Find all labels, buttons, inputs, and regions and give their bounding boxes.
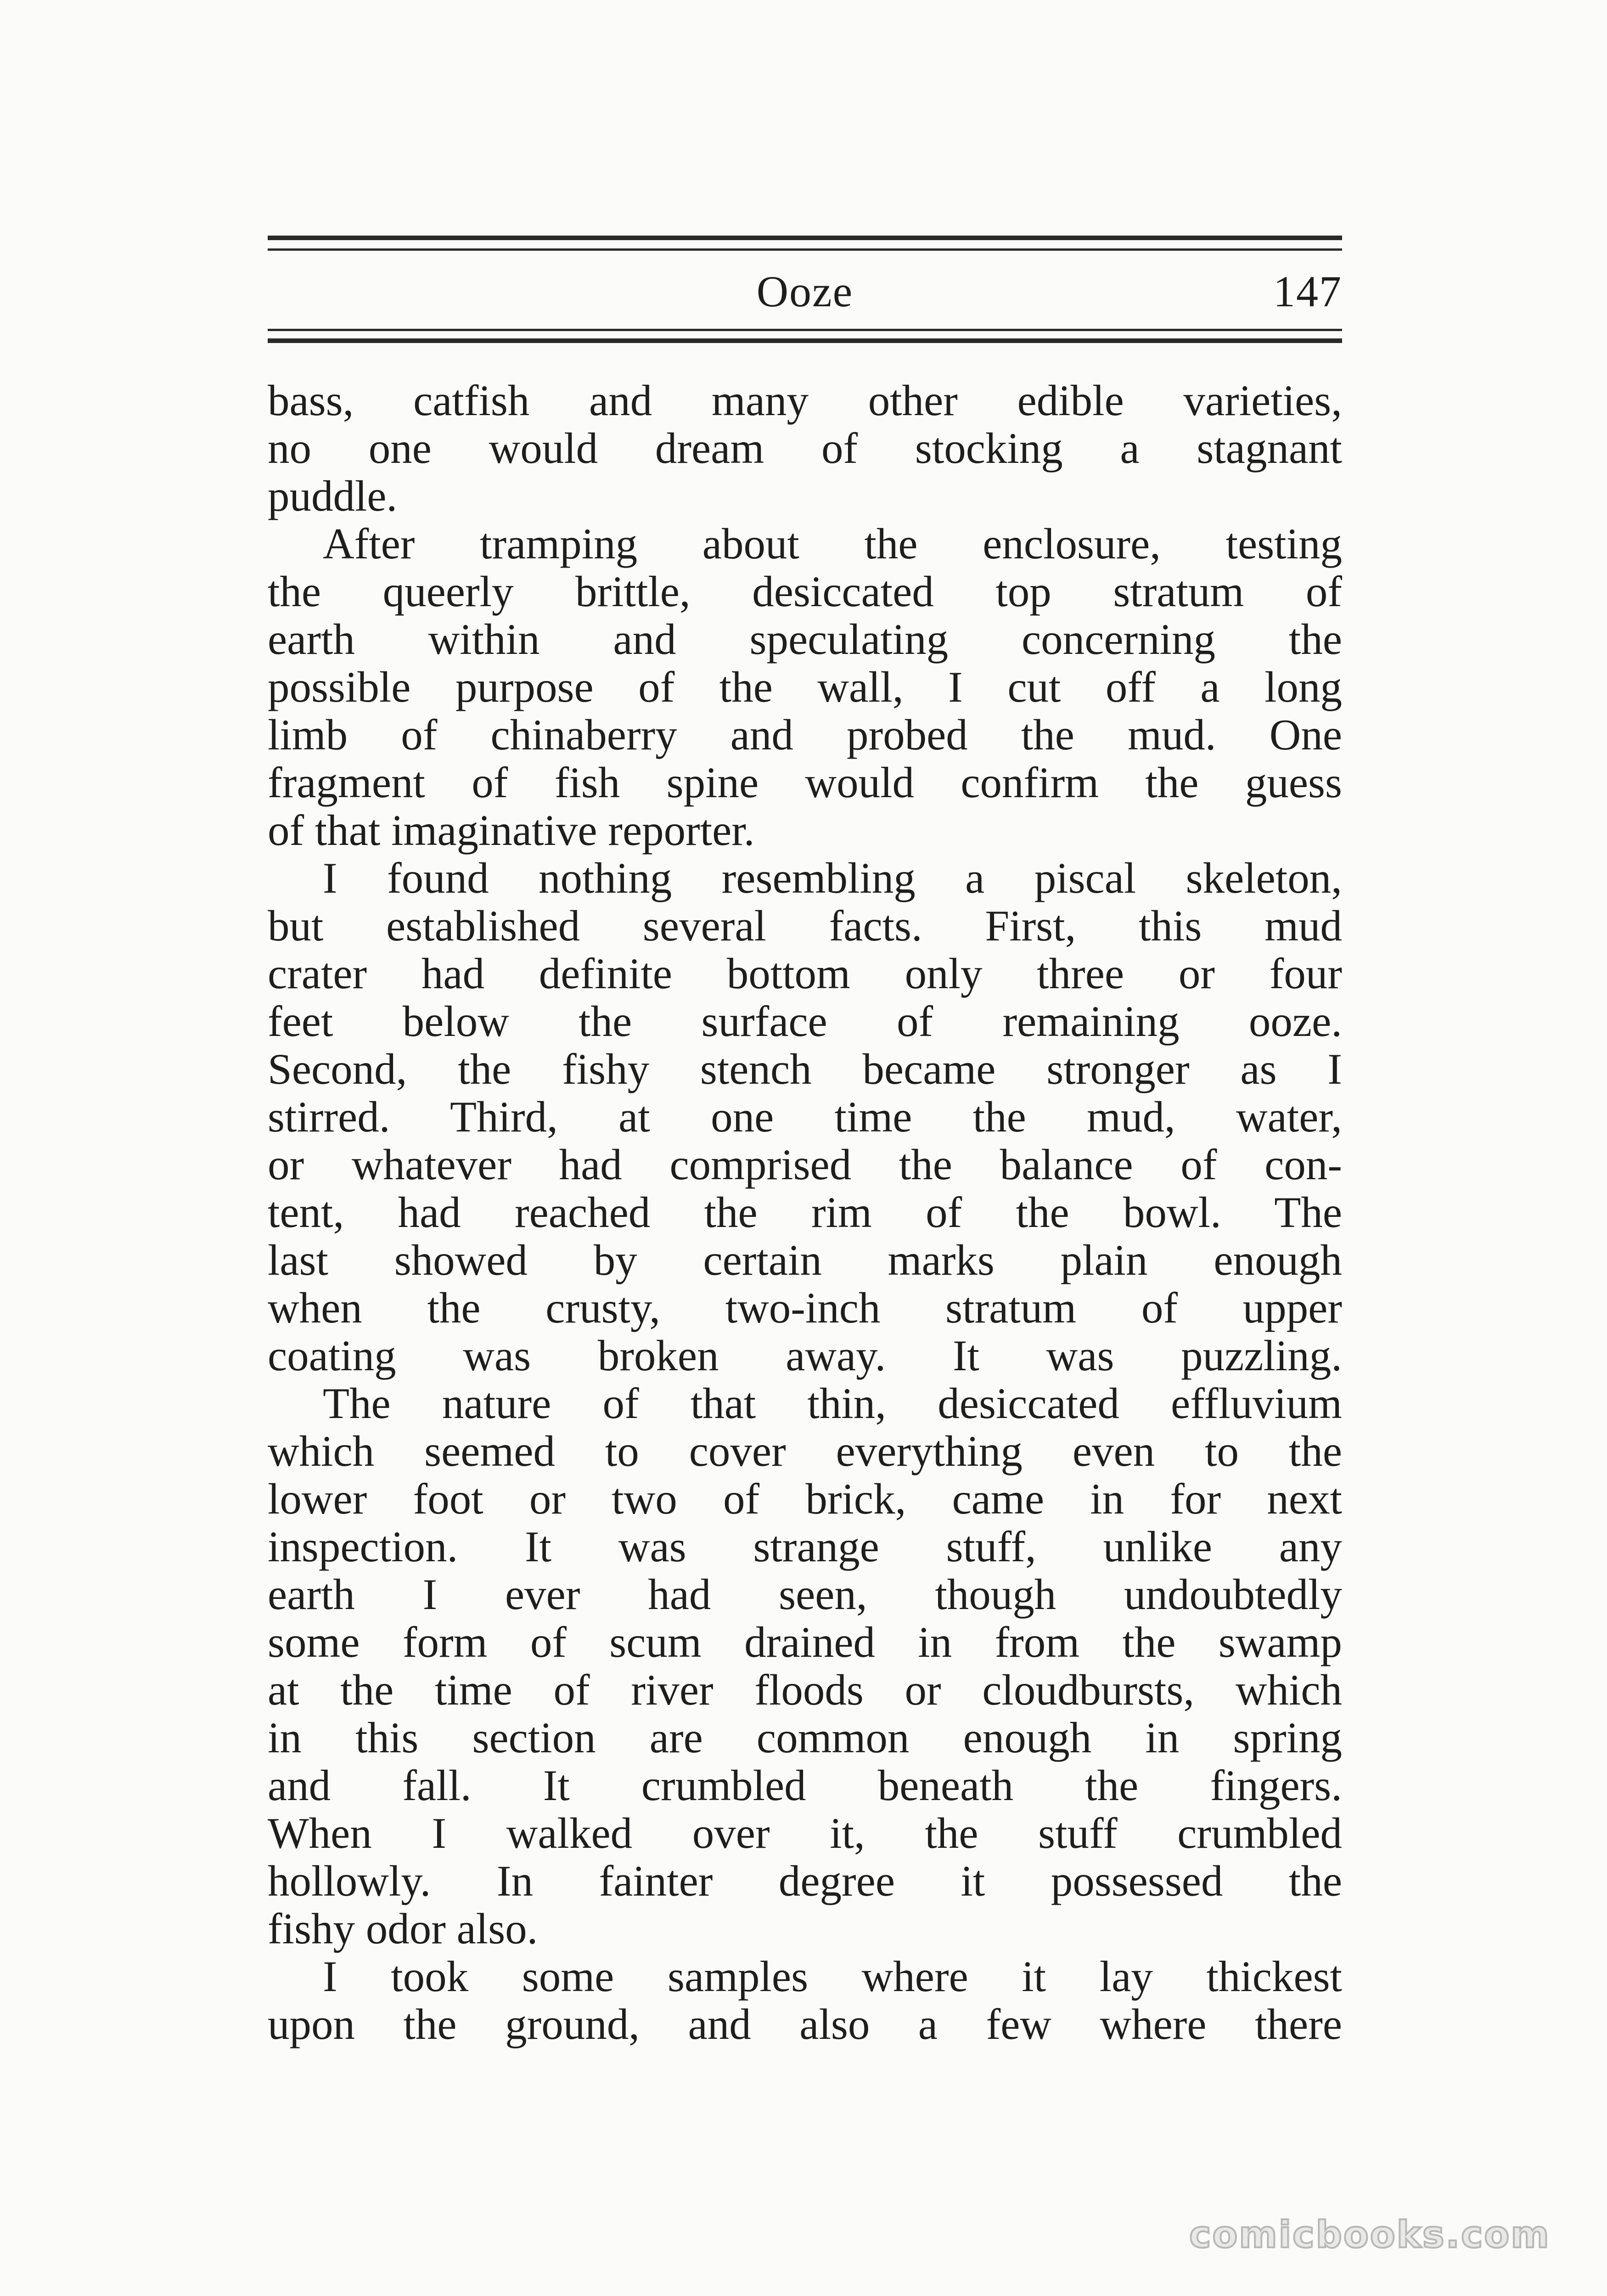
- text-line: bass, catfish and many other edible varieties,: [268, 376, 1342, 425]
- text-line: fragment of fish spine would confirm the guess: [268, 758, 1342, 807]
- text-line: in this section are common enough in spring: [268, 1713, 1342, 1762]
- header-rule-top-thick: [268, 236, 1342, 240]
- text-line: puddle.: [268, 472, 398, 520]
- text-line: crater had definite bottom only three or four: [268, 949, 1342, 998]
- text-line: I found nothing resembling a piscal skeleton,: [323, 854, 1342, 902]
- header-rule-bottom-thin: [268, 329, 1342, 331]
- text-line: The nature of that thin, desiccated effluvium: [323, 1379, 1342, 1428]
- text-line: no one would dream of stocking a stagnant: [268, 424, 1342, 473]
- header-rule-bottom-thick: [268, 338, 1342, 343]
- body-text: [268, 377, 1342, 2048]
- watermark: comicbooks.com: [1189, 2213, 1551, 2256]
- text-line: After tramping about the enclosure, testing: [323, 519, 1342, 568]
- running-title: Ooze: [756, 267, 854, 316]
- text-line: stirred. Third, at one time the mud, water,: [268, 1092, 1342, 1141]
- text-line: at the time of river floods or cloudbursts, which: [268, 1666, 1342, 1714]
- text-line: which seemed to cover everything even to the: [268, 1427, 1342, 1475]
- text-line: I took some samples where it lay thickest: [323, 1952, 1342, 2001]
- text-line: Second, the fishy stench became stronger as I: [268, 1045, 1342, 1093]
- text-line: of that imaginative reporter.: [268, 806, 755, 855]
- text-line: some form of scum drained in from the swamp: [268, 1618, 1342, 1666]
- text-line: earth I ever had seen, though undoubtedly: [268, 1570, 1342, 1619]
- text-line: fishy odor also.: [268, 1904, 538, 1953]
- text-line: tent, had reached the rim of the bowl. The: [268, 1188, 1342, 1237]
- text-line: hollowly. In fainter degree it possessed the: [268, 1857, 1342, 1905]
- text-line: when the crusty, two-inch stratum of upper: [268, 1283, 1342, 1332]
- running-head: [268, 264, 1342, 319]
- text-line: the queerly brittle, desiccated top stratum of: [268, 567, 1342, 616]
- text-line: earth within and speculating concerning the: [268, 615, 1342, 664]
- page-number: 147: [1273, 267, 1342, 316]
- text-line: feet below the surface of remaining ooze.: [268, 997, 1342, 1046]
- text-line: last showed by certain marks plain enough: [268, 1236, 1342, 1284]
- text-line: possible purpose of the wall, I cut off a long: [268, 663, 1342, 711]
- text-line: and fall. It crumbled beneath the fingers.: [268, 1761, 1342, 1810]
- text-line: or whatever had comprised the balance of con-: [268, 1140, 1342, 1189]
- header-rule-top-thin: [268, 248, 1342, 251]
- text-line: but established several facts. First, this mud: [268, 901, 1342, 950]
- text-line: lower foot or two of brick, came in for next: [268, 1474, 1342, 1523]
- text-line: When I walked over it, the stuff crumbled: [268, 1809, 1342, 1857]
- text-line: inspection. It was strange stuff, unlike any: [268, 1522, 1342, 1571]
- text-line: upon the ground, and also a few where there: [268, 2000, 1342, 2048]
- text-line: limb of chinaberry and probed the mud. One: [268, 710, 1342, 759]
- text-line: coating was broken away. It was puzzling.: [268, 1331, 1342, 1380]
